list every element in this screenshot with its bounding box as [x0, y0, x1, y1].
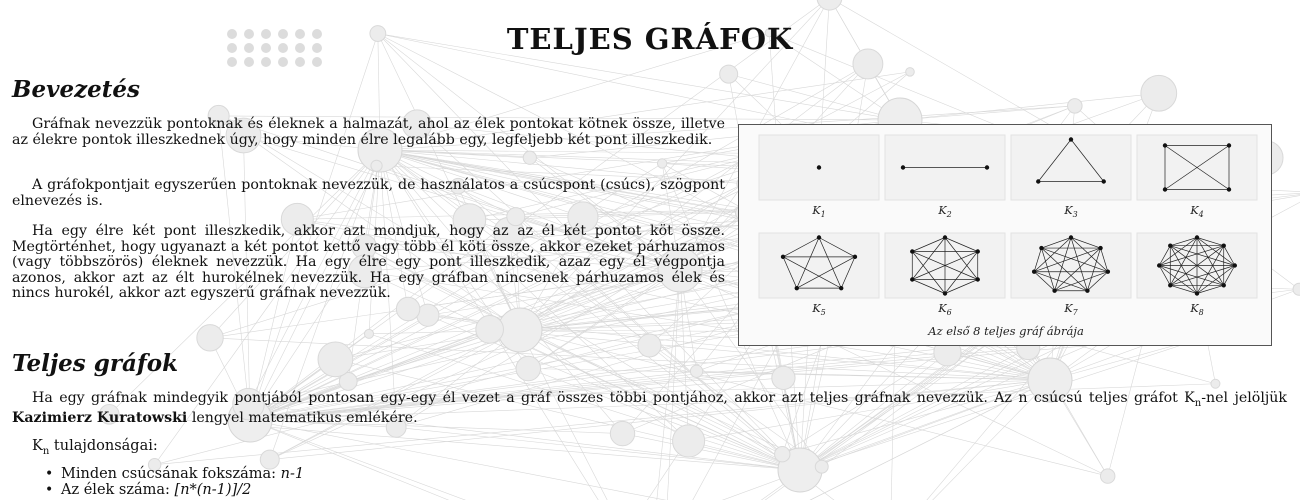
graph-vertex — [1195, 291, 1199, 295]
graph-vertex — [1227, 143, 1231, 147]
graph-vertex — [1233, 263, 1237, 267]
graph-label-k: K — [938, 302, 947, 315]
graph-vertex — [781, 255, 785, 259]
kn-properties-text: tulajdonságai: — [49, 438, 158, 454]
graph-k4 — [1137, 135, 1257, 219]
graph-vertex — [910, 249, 914, 253]
graph-label-sub: 5 — [820, 308, 826, 317]
graph-label-sub: 1 — [820, 210, 826, 219]
property-text: Az élek száma: — [61, 482, 175, 498]
graph-vertex — [943, 291, 947, 295]
graph-label-sub: 7 — [1072, 308, 1078, 317]
graph-label-sub: 8 — [1198, 308, 1204, 317]
graph-vertex — [817, 235, 821, 239]
graph-label-sub: 3 — [1072, 210, 1078, 219]
graph-vertex — [1222, 244, 1226, 248]
p4-text-a: Ha egy gráfnak mindegyik pontjából pontosan egy-egy él vezet a gráf összes többi pontjához, akkor azt teljes gráfnak nevezzük. Az n csúcsú teljes gráfot K — [32, 390, 1195, 406]
graph-vertex — [1163, 143, 1167, 147]
property-text: Minden csúcsának fokszáma: — [61, 466, 281, 482]
graph-vertex — [985, 165, 989, 169]
graph-vertex — [1039, 246, 1043, 250]
graph-label-sub: 4 — [1198, 210, 1204, 219]
complete-graphs-figure — [738, 124, 1272, 346]
p4-text-b: -nel jelöljük — [1201, 390, 1288, 406]
graph-label-k: K — [1064, 204, 1073, 217]
paragraph-graph-definition: Gráfnak nevezzük pontoknak és éleknek a halmazát, ahol az élek pontokat kötnek össze, illetve az élekre pontok illeszkednek úgy, hogy minden élre legalább egy, legfeljebb két pont illeszkedik. — [12, 116, 725, 148]
graph-vertex — [976, 249, 980, 253]
graph-vertex — [1069, 235, 1073, 239]
complete-graphs-illustration — [739, 125, 1273, 347]
p4-text-c: lengyel matematikus emlékére. — [187, 410, 418, 427]
graph-k7 — [1011, 233, 1131, 317]
graph-vertex — [1227, 187, 1231, 191]
graph-k2 — [885, 135, 1005, 219]
page-title: TELJES GRÁFOK — [506, 22, 794, 56]
paragraph-edge-types: Ha egy élre két pont illeszkedik, akkor azt mondjuk, hogy az az él két pontot köt össze. Megtörténhet, hogy ugyanazt a két pontot kettő vagy több él köti össze, akkor ezeket párhuzamos (vagy többszörös) éleknek nevezzük. Ha egy élre egy pont illeszkedik, azaz egy él végpontja azonos, akkor azt az élt hurokélnek nevezzük. Ha egy gráfban nincsenek párhuzamos élek és nincs hurokél, akkor azt egyszerű gráfnak nevezzük. — [12, 223, 725, 301]
graph-label — [1063, 204, 1077, 219]
graph-vertex — [1168, 283, 1172, 287]
graph-vertex — [853, 255, 857, 259]
paragraph-complete-graph-definition — [12, 391, 1287, 427]
graph-label — [1063, 302, 1078, 317]
kn-properties-list — [45, 466, 304, 498]
graph-k5 — [759, 233, 879, 317]
graph-vertex — [1102, 179, 1106, 183]
graph-label-k: K — [938, 204, 947, 217]
list-item — [45, 466, 304, 482]
graph-label-k: K — [1190, 204, 1199, 217]
figure-caption: Az első 8 teljes gráf ábrája — [928, 324, 1084, 338]
graph-vertex — [1163, 187, 1167, 191]
graph-label — [811, 302, 825, 317]
graph-k6 — [885, 233, 1005, 317]
graph-vertex — [1168, 244, 1172, 248]
kuratowski-name: Kazimierz Kuratowski — [12, 410, 188, 427]
graph-vertex — [1195, 235, 1199, 239]
graph-k8 — [1137, 233, 1257, 317]
kn-properties-label — [32, 438, 158, 457]
graph-k1 — [759, 135, 879, 219]
graph-vertex — [1052, 289, 1056, 293]
graph-label — [1189, 302, 1203, 317]
graph-label — [937, 204, 951, 219]
graph-vertex — [1222, 283, 1226, 287]
graph-label-k: K — [812, 204, 821, 217]
graph-label-sub: 2 — [946, 210, 952, 219]
graph-vertex — [817, 165, 821, 169]
graph-vertex — [1069, 137, 1073, 141]
graph-vertex — [839, 286, 843, 290]
graph-vertex — [1032, 270, 1036, 274]
graph-label — [937, 302, 951, 317]
graph-vertex — [795, 286, 799, 290]
graph-label — [1189, 204, 1203, 219]
graph-label-sub: 6 — [946, 308, 952, 317]
graph-label-k: K — [1190, 302, 1199, 315]
graph-cell — [1011, 233, 1131, 298]
list-item — [45, 482, 304, 498]
graph-vertex — [910, 277, 914, 281]
graph-vertex — [901, 165, 905, 169]
kn-subscript: n — [42, 445, 50, 457]
graph-vertex — [1098, 246, 1102, 250]
graph-vertex — [1036, 179, 1040, 183]
kn-symbol: K — [32, 438, 43, 454]
property-value: [n*(n-1)]/2 — [174, 482, 252, 498]
graph-vertex — [976, 277, 980, 281]
graph-cell — [1011, 135, 1131, 200]
paragraph-vertex-naming: A gráfokpontjait egyszerűen pontoknak nevezzük, de használatos a csúcspont (csúcs), szögpont elnevezés is. — [12, 177, 725, 209]
graph-label-k: K — [812, 302, 821, 315]
graph-label — [811, 204, 825, 219]
graph-vertex — [1106, 270, 1110, 274]
graph-k3 — [1011, 135, 1131, 219]
graph-vertex — [1085, 289, 1089, 293]
section-heading-complete-graphs: Teljes gráfok — [12, 350, 179, 377]
graph-vertex — [943, 235, 947, 239]
p4-subscript: n — [1194, 397, 1202, 409]
graph-label-k: K — [1064, 302, 1073, 315]
section-heading-intro: Bevezetés — [12, 76, 140, 103]
graph-vertex — [1157, 263, 1161, 267]
property-value: n-1 — [280, 466, 305, 482]
